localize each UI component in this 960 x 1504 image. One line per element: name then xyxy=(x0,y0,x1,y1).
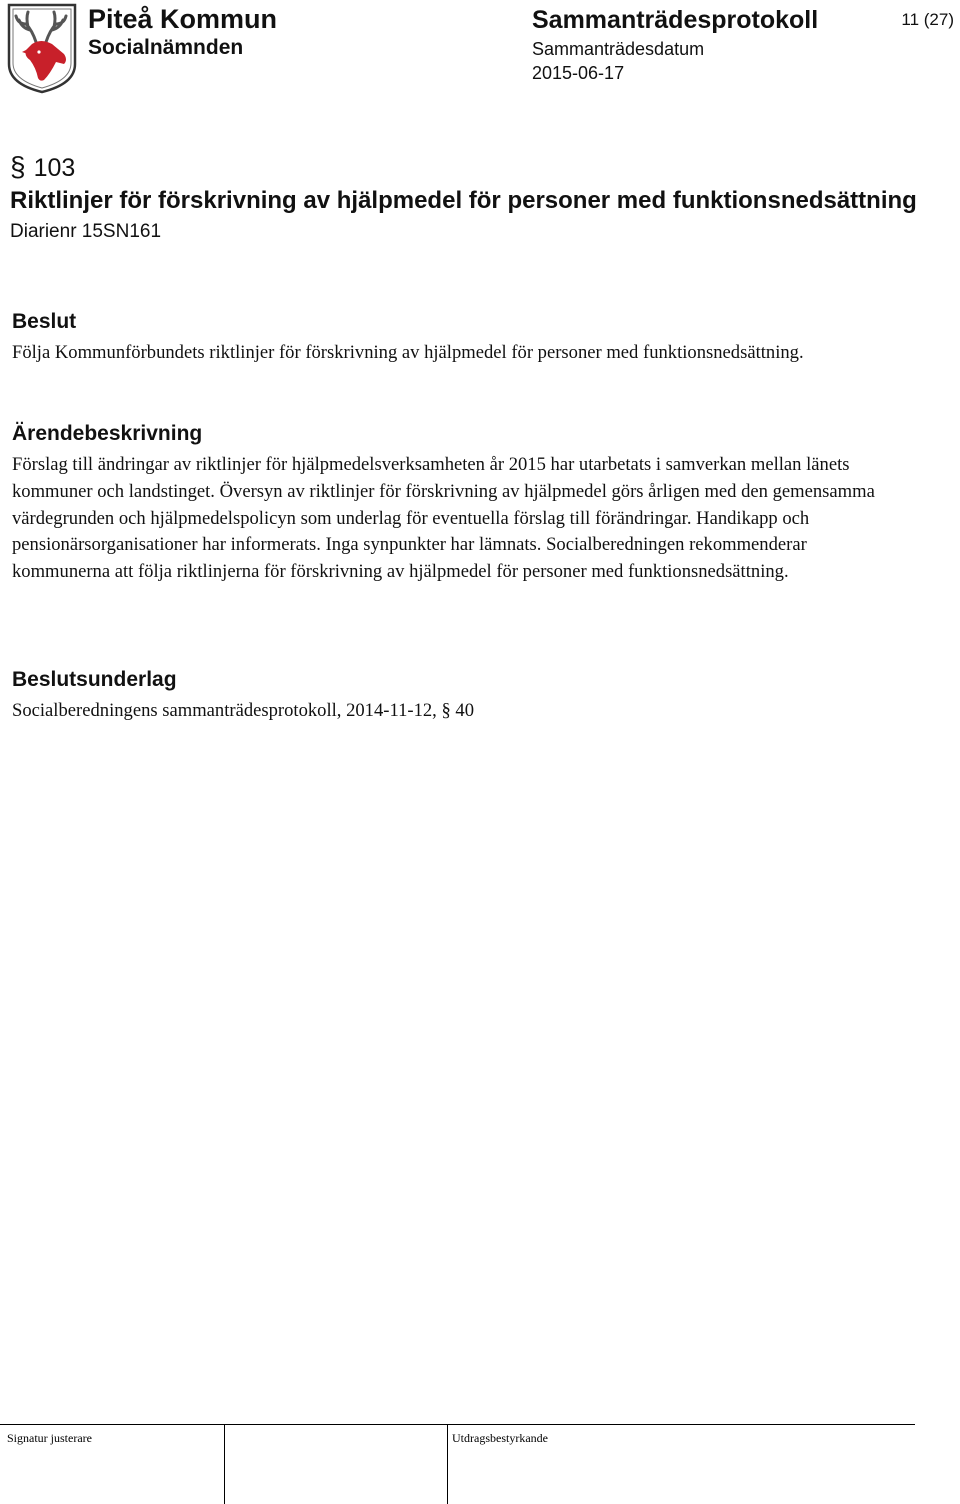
document-title: Sammanträdesprotokoll xyxy=(532,6,819,34)
item-heading-block xyxy=(10,150,940,247)
signature-footer xyxy=(0,1424,915,1504)
meeting-date-value: 2015-06-17 xyxy=(532,63,625,83)
arendebeskrivning-heading: Ärendebeskrivning xyxy=(12,422,203,445)
signature-label: Signatur justerare xyxy=(7,1431,92,1445)
organization-name: Piteå Kommun xyxy=(88,4,278,34)
department-name: Socialnämnden xyxy=(88,36,244,59)
meeting-date-label: Sammanträdesdatum xyxy=(532,39,705,59)
paragraph-number-line xyxy=(10,150,940,185)
diary-number: Diarienr 15SN161 xyxy=(10,221,162,242)
paragraph-number: 103 xyxy=(33,154,76,182)
beslutsunderlag-text: Socialberedningens sammanträdesprotokoll, 2014-11-12, § 40 xyxy=(12,700,474,721)
reindeer-shield-icon xyxy=(6,2,78,94)
extract-certification-label: Utdragsbestyrkande xyxy=(452,1431,548,1445)
footer-divider xyxy=(224,1425,225,1504)
page-number: 11 (27) xyxy=(901,10,954,29)
section-symbol: § xyxy=(10,151,26,182)
beslutsunderlag-heading: Beslutsunderlag xyxy=(12,668,177,691)
beslut-text: Följa Kommunförbundets riktlinjer för förskrivning av hjälpmedel för personer med funktionsnedsättning. xyxy=(12,342,804,363)
footer-divider xyxy=(447,1425,448,1504)
arendebeskrivning-text: Förslag till ändringar av riktlinjer för hjälpmedelsverksamheten år 2015 har utarbetats i samverkan mellan länets kommuner och landstinget. Översyn av riktlinjer för förskrivning av hjälpmedel görs årligen med den gemensamma värdegrunden och hjälpmedelspolicyn som underlag för eventuella förslag till förändringar. Handikapp och pensionärsorganisationer har informerats. Inga synpunkter har lämnats. Socialberedningen rekommenderar kommunerna att följa riktlinjerna för förskrivning av hjälpmedel för personer med funktionsnedsättning. xyxy=(12,454,875,583)
beslut-heading: Beslut xyxy=(12,310,77,333)
item-title: Riktlinjer för förskrivning av hjälpmedel för personer med funktionsnedsättning xyxy=(10,187,917,214)
